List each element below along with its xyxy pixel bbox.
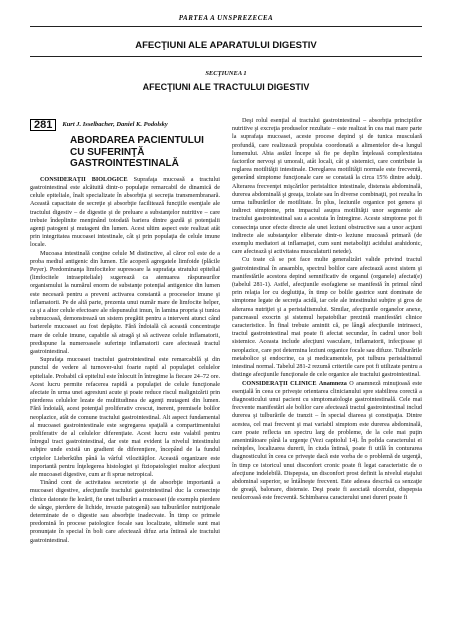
paragraph-lead: CONSIDERAŢII CLINICE: [242, 380, 317, 387]
paragraph: [30, 176, 220, 250]
paragraph-text: O anamneză minuţioasă este esenţială în ceea ce priveşte orientarea clinicianului spre stabilirea corectă a diagnosticului unui pacient cu simptomatologie gastrointestinală. Cele mai frecvente manifestări ale bolilor care afectează tractul gastrointestinal includ durerea şi tulburările de tranzit – în special diareea şi constipaţia. Dintre acestea, cel mai frecvent şi mai variabil simptom este durerea abdominală, care poate reflecta un spectru larg de probleme, de la cele mai puţin amenintătoare până la urgenţe (Vezi capitolul 14). În pofida caracterului ei neînţeles, localizarea durerii, în ciuda întinsă, poate fi utilă în conturarea diagnosticului în ceea ce priveşte dacă este vorba de o problemă de urgenţă, în timp ce istoricul unui disconfort cronic poate fi legat caracteristic de o afecţiune indelebilă. Dispepsia, un disconfort prost definit la nivelul etajului abdominal superior, se întâlneşte frecvent. Este adesea descrisă ca senzaţie de greaţă, balonare, distensie. Deşi poate fi asociată ulcerului, dispepsia neulceroasă este frecventă. Schimbarea caracterului unei dureri poate fi: [232, 380, 422, 502]
section-heading: SECŢIUNEA 1: [205, 70, 247, 77]
chapter-title-line: ABORDAREA PACIENTULUI: [70, 135, 204, 147]
chapter-title-line: CU SUFERINŢĂ: [70, 146, 145, 158]
paragraph: Suprafaţa mucoasei tractului gastrointestinal este remarcabilă şi din punctul de vedere al turnover-ului foarte rapid al populaţiei celulelor epiteliale. Probabil că epiteliul este înlocuit în întregime la fiecare 24–72 ore. Acest lucru permite refacerea rapidă a populaţiei de celule funcţionale afectate în urma unei agresiuni acute şi poate reduce riscul malignizării prin pierderea celulelor lezate de multitudinea de agenţi mutageni din lumen. Fără îndoială, acest potenţial proliferativ crescut, inerent, premisele bolilor neoplazice, atât de comune tractului gastrointestinal. Alt aspect fundamental al mucoasei gastrointestinale este segregarea spaţială a compartimentului proliferativ de al celulelor diferenţiate. Acest lucru este valabil pentru întregul tract gastrointestinal, dar este mai evident la nivelul intestinului subţire unde există un gradient de diferenţiere, începând de la fundul criptelor Lieberkühn până la vârful vilozităţilor. Această organizare este importantă pentru înţelegerea histologiei şi fiziopatologiei multor afecţiuni ale mucoasei digestive, cum ar fi sprue netropical.: [30, 357, 220, 479]
section-title: AFECŢIUNI ALE TRACTULUI DIGESTIV: [142, 82, 310, 92]
chapter-header: [30, 119, 220, 131]
paragraph-subhead: Anamneza: [318, 380, 347, 387]
part-heading: PARTEA A UNSPREZECEA: [178, 14, 274, 22]
paragraph: Deşi rolul esenţial al tractului gastrointestinal – absorbţia principiilor nutritive şi excreţia produselor rezultate – este realizat în cea mai mare parte la suprafaţa mucoasei, aceste procese depind şi de tunica musculară profundă, care realizează propulsia coordonată a alimentelor de-a lungul lumenului. Abia astăzi începe să fie pe deplin înţeleasă complexitatea factorilor nervoşi şi umorali, atât locali, cât şi sistemici, care contribuie la reglarea motilităţii intestinale. Dereglarea motilităţii normale este frecventă, generând simptome funcţionale care se constată la circa 15% dintre adulţi. Alterarea frecvenţei mişcărilor peristaltice intestinale, distensia abdominală, durerea abdominală şi greaţa, izolate sau în diverse combinaţii, pot rezulta în urma tulburărilor de motilitate. În plus, leziunile organice pot genera şi indirect simptome, prin impactul asupra motilităţii unor segmente ale tractului gastrointestinal sau a acestuia în întregime. Aceste simptome pot fi consecinţa unor efecte directe ale unei leziuni obstructive sau a unor acţiuni indirecte ale substanţelor eliberate dintr-o leziune mucoasă primară (de exemplu mediatori ai inflamaţiei, cum sunt metaboliţii acidului arahidonic, care afectează şi activitatea musculaturii netede).: [232, 118, 422, 256]
divider: [30, 26, 422, 27]
paragraph: Tinând cont de activitatea secretorie şi de absorbţie importantă a mucoasei digestive, afecţiunile tractului gastrointestinal duc la consecinţe clinice datorate fie lezării, fie unei tulburări a mucoasei (de exemplu pierdere de sânge, pierdere de lichide, invazie patogenă) sau tulburărilor nutriţionale determinate de o digestie sau absorbţie inadecvate. În timp ce primele predomină în procese patologice focale sau localizate, ultimele sunt mai pronunţate în special în boli care afectează difuz aria întinsă ale tractului gastrointestinal.: [30, 480, 220, 544]
paragraph: [232, 380, 422, 503]
divider: [30, 56, 422, 57]
paragraph-lead: CONSIDERAŢII BIOLOGICE: [40, 176, 128, 183]
left-column: [30, 119, 220, 545]
paragraph-text: Suprafaţa mucoasă a tractului gastrointestinal este alcătuită dintr-o populaţie remarcabil de dinamică de celule epiteliale, înalt specializate în absorbţia şi secreţia transmembranară. Această capacitate de secreţie şi absorbţie facilitează funcţiile esenţiale ale tractului digestiv – de digestie şi de preluare a substanţelor nutritive – care trebuie îndeplinite menţinând totodată bariera dintre gazdă şi potenţialii agenţi patogeni şi mutageni din lumen. Acest ultim aspect este realizat atât prin integritatea mucoasei intestinale, cât şi prin populaţia de celule imune locale.: [30, 176, 220, 249]
chapter-authors: Kurt J. Isselbacher, Daniel K. Podolsky: [62, 121, 168, 128]
chapter-number: 281: [30, 119, 56, 131]
paragraph: Mucoasa intestinală conţine celule M distinctive, al căror rol este de a proba mediul antigenic din lumen. Ele acoperă agregatele limfoide (plăcile Peyer). Predominanţa limfocitelor supresoare la suprafaţa stratului epitelial (limfocitele intraepiteliale) sugerează ca atenuarea răspunsurilor organismului la numărul enorm de substanţe potenţial antigenice din lumen este necesară pentru a preveni activarea constantă a proceselor imune şi inflamatorii. Pe de altă parte, prezenta unui număr mare de limfocite helper, ca şi a altor celule efectoare ale răspunsului imun, în lamina propria şi tunica submucoasă, demonstrează un sistem pregătit pentru a interveni atunci când barierele mucoasei au fost depăşite. Fără îndoială că această concentraţie mare de celule imune, capabile să atragă şi să activeze celule inflamatorii, predispune la numeroasele suferinţe inflamatorii care afectează tractul gastrointestinal.: [30, 250, 220, 355]
chapter-title: [70, 135, 220, 170]
right-column: [232, 117, 422, 503]
part-title: AFECŢIUNI ALE APARATULUI DIGESTIV: [135, 40, 317, 51]
paragraph: Cu toate că se pot face multe generalizări valide privind tractul gastrointestinal în ansamblu, spectrul bolilor care afectează acest sistem şi manifestările acestora depind semnificativ de organul (organele) afectat(e) (tabelul 281-1). Astfel, afecţiunile esofagiene se manifestă în primul rând prin relaţia lor cu deglutiţia, în timp ce bolile gastrice sunt dominate de simptome legate de secreţia acidă, iar cele ale intestinului subţire şi gros de alterarea nutriţiei şi a peristaltismului. Similar, afecţiunile organelor anexe, pancreasul exocrin şi sistemul hepatobiliar prezintă manifestări clinice caracteristice. În final trebuie amintit că, pe lângă afecţiunile intrinseci, tractul gastrointestinal mai poate fi afectat secundar, în cadrul unor boli sistemice. Aceasta include afecţiuni vasculare, inflamatorii, infecţioase şi neoplazice, care pot determina leziuni organice focale sau difuze. Tulburările metabolice şi endocrine, ca şi medicamentele, pot tulbura peristaltismul intestinal normal. Tabelul 281-2 rezumă criteriile care pot fi utilizate pentru a distinge afecţiunile funcţionale de cele organice ale tractului gastrointestinal.: [232, 257, 422, 379]
chapter-title-line: GASTROINTESTINALĂ: [70, 158, 179, 170]
